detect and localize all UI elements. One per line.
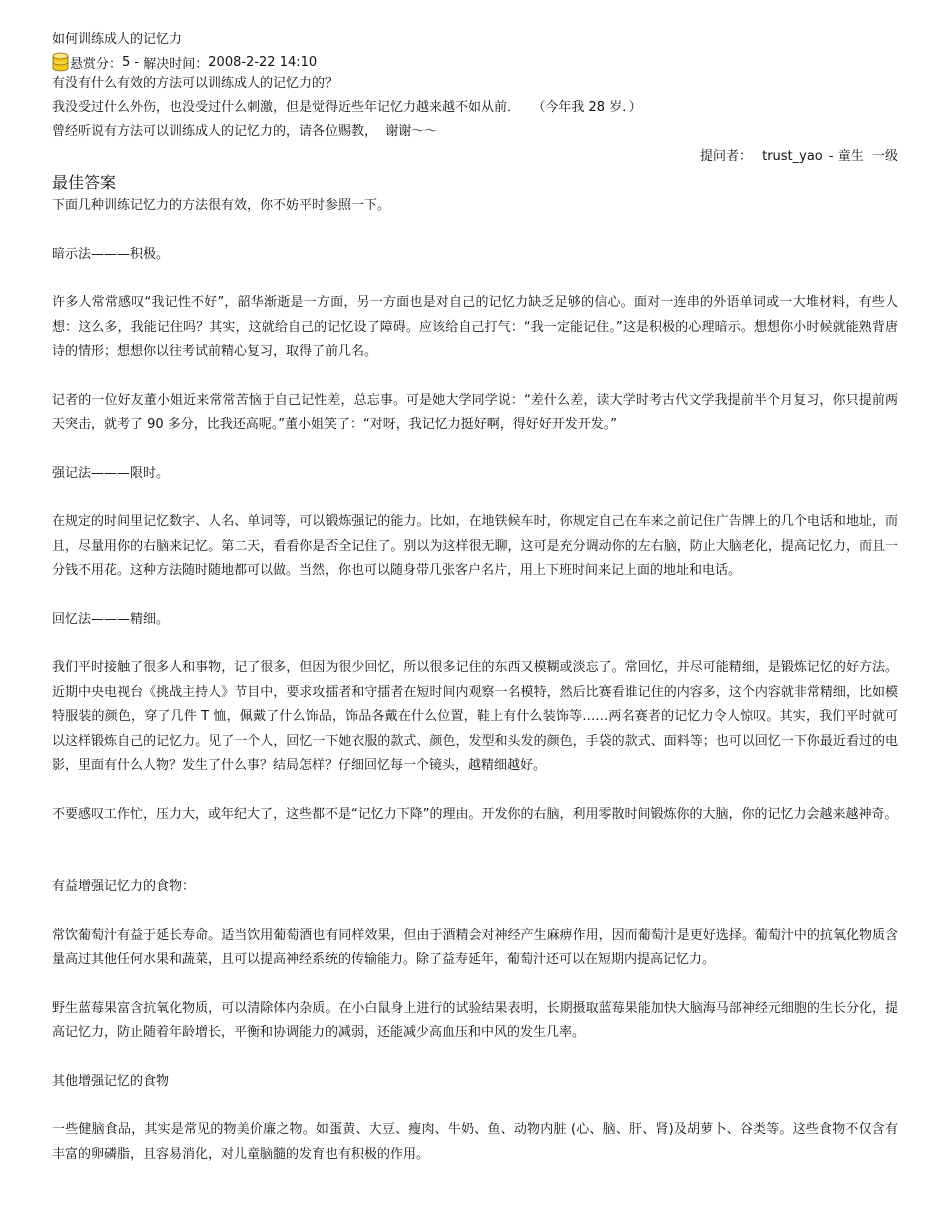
best-answer-heading: 最佳答案 xyxy=(52,173,117,192)
section-title: 其他增强记忆的食物 xyxy=(52,1073,170,1089)
answer-intro: 下面几种训练记忆力的方法很有效，你不妨平时参照一下。 xyxy=(52,198,391,213)
method-title: 暗示法———积极。 xyxy=(52,246,170,262)
solved-label: 解决时间： xyxy=(143,56,209,72)
method-title: 回忆法———精细。 xyxy=(52,611,170,627)
reward-label: 悬赏分： xyxy=(70,56,123,72)
coin-stack-icon xyxy=(52,52,69,72)
answer-paragraph: 在规定的时间里记忆数字、人名、单词等，可以锻炼强记的能力。比如，在地铁候车时，你规定自己在车来之前记住广告牌上的几个电话和地址，而且，尽量用你的右脑来记忆。第二天，看看你是否全记住了。别以为这样很无聊，这可是充分调动你的左右脑，防止大脑老化，提高记忆力，而且一分钱不用花。这种方法随时随地都可以做。当然，你也可以随身带几张客户名片，用上下班时间来记上面的地址和电话。 xyxy=(52,514,898,578)
method-title: 强记法———限时。 xyxy=(52,465,170,481)
question-title: 如何训练成人的记忆力 xyxy=(52,32,183,47)
answer-paragraph: 我们平时接触了很多人和事物，记了很多，但因为很少回忆，所以很多记住的东西又模糊或淡忘了。常回忆，并尽可能精细，是锻炼记忆的好方法。近期中央电视台《挑战主持人》节目中，要求攻擂者和守擂者在短时间内观察一名模特，然后比赛看谁记住的内容多，这个内容就非常精细，比如模特服装的颜色，穿了几件 T 恤，佩戴了什么饰品，饰品各戴在什么位置，鞋上有什么装饰等……两名赛者的记忆力令人惊叹。其实，我们平时就可以这样锻炼自己的记忆力。见了一个人，回忆一下她衣服的款式、颜色，发型和头发的颜色，手袋的款式、面料等；也可以回忆一下你最近看过的电影，里面有什么人物？发生了什么事？结局怎样？仔细回忆每一个镜头，越精细越好。 xyxy=(52,660,898,773)
answer-paragraph: 一些健脑食品，其实是常见的物美价廉之物。如蛋黄、大豆、瘦肉、牛奶、鱼、动物内脏 (心、脑、肝、肾)及胡萝卜、谷类等。这些食物不仅含有丰富的卵磷脂，且容易消化，对儿童脑髓的发育也有积极的作用。 xyxy=(52,1122,898,1162)
answer-paragraph: 常饮葡萄汁有益于延长寿命。适当饮用葡萄酒也有同样效果，但由于酒精会对神经产生麻痹作用，因而葡萄汁是更好选择。葡萄汁中的抗氧化物质含量高过其他任何水果和蔬菜，且可以提高神经系统的传输能力。除了益寿延年，葡萄汁还可以在短期内提高记忆力。 xyxy=(52,927,898,967)
question-line: 曾经听说有方法可以训练成人的记忆力的，请各位赐教， 谢谢～～ xyxy=(52,124,438,139)
question-line: 有没有什么有效的方法可以训练成人的记忆力的？ xyxy=(52,76,339,91)
asker-info xyxy=(52,144,898,170)
solved-time: 2008-2-22 14:10 xyxy=(208,54,318,70)
document-page xyxy=(52,28,898,1167)
asker-label: 提问者： xyxy=(699,149,752,164)
question-line: 我没受过什么外伤，也没受过什么刺激，但是觉得近些年记忆力越来越不如从前． （今年我 28 岁．） xyxy=(52,100,642,115)
answer-paragraph: 野生蓝莓果富含抗氧化物质，可以清除体内杂质。在小白鼠身上进行的试验结果表明，长期摄取蓝莓果能加快大脑海马部神经元细胞的生长分化，提高记忆力，防止随着年龄增长，平衡和协调能力的减弱，还能减少高血压和中风的发生几率。 xyxy=(52,1000,898,1040)
answer-paragraph: 不要感叹工作忙，压力大，或年纪大了，这些都不是“记忆力下降”的理由。开发你的右脑，利用零散时间锻炼你的大脑，你的记忆力会越来越神奇。 xyxy=(52,806,898,822)
question-meta xyxy=(52,52,898,72)
meta-separator: - xyxy=(130,54,144,70)
asker-name[interactable]: trust_yao xyxy=(762,149,823,164)
section-title: 有益增强记忆力的食物： xyxy=(52,879,196,894)
answer-paragraph: 记者的一位好友董小姐近来常常苦恼于自己记性差，总忘事。可是她大学同学说：“差什么差，读大学时考古代文学我提前半个月复习，你只提前两天突击，就考了 90 多分，比我还高呢。”董小姐笑了：“对呀，我记忆力挺好啊，得好好开发开发。” xyxy=(52,392,898,432)
asker-level: - 童生 一级 xyxy=(828,149,898,164)
answer-paragraph: 许多人常常感叹“我记性不好”，韶华渐逝是一方面，另一方面也是对自己的记忆力缺乏足够的信心。面对一连串的外语单词或一大堆材料，有些人想：这么多，我能记住吗？其实，这就给自己的记忆设了障碍。应该给自己打气：“我一定能记住。”这是积极的心理暗示。想想你小时候就能熟背唐诗的情形；想想你以往考试前精心复习，取得了前几名。 xyxy=(52,295,898,359)
reward-value: 5 xyxy=(122,54,131,70)
